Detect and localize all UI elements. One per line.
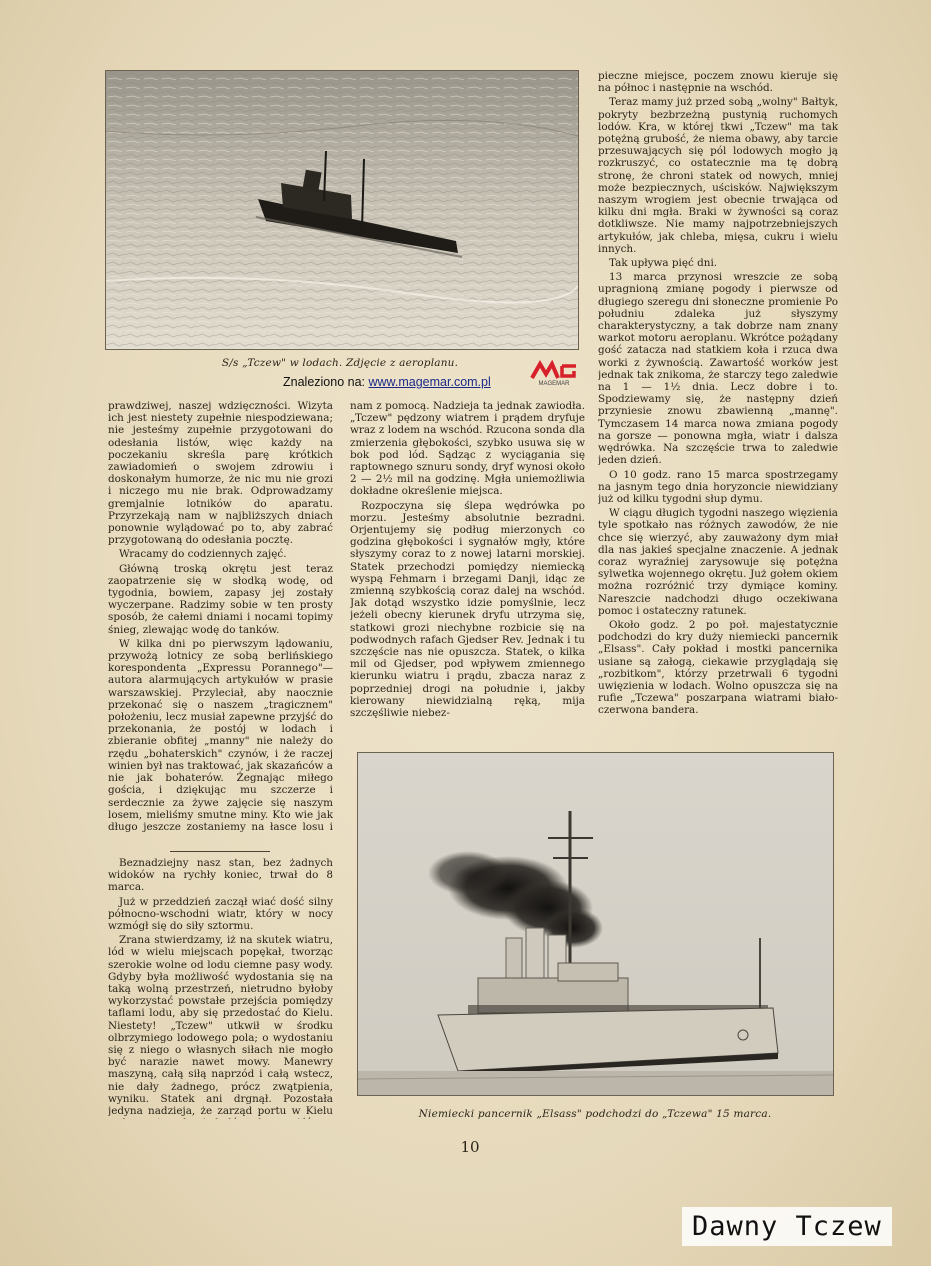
photo2-caption: Niemiecki pancernik „Elsass" podchodzi do „Tczewa" 15 marca. [418, 1108, 772, 1120]
column-3 [598, 70, 838, 724]
paragraph: W ciągu długich tygodni naszego więzienia tyle spotkało nas różnych zawodów, że nie chce się wierzyć, aby zauważony dym miał dla nas jakieś specjalne znaczenie. A jednak coraz wyraźniej zarysowuje się potężna sylwetka wojennego okrętu. Już gołem okiem można rozróżnić trzy dymiące kominy. Nareszcie nadchodzi długo oczekiwana pomoc i ostateczny ratunek. [598, 507, 838, 617]
section-divider [170, 851, 270, 852]
paragraph: Rozpoczyna się ślepa wędrówka po morzu. Jesteśmy absolutnie bezradni. Orjentujemy się podług mierzonych co godzina głębokości i sygnałów mgły, które słyszymy coraz to z nowej latarni morskiej. Statek przechodzi pomiędzy niemiecką wyspą Fehmarn i brzegami Danji, idąc ze zmienną szybkością coraz dalej na wschód. Jak dotąd wszystko idzie pomyślnie, lecz jeżeli obecny kierunek dryfu utrzyma się, statkowi grozi niechybne rozbicie się na podwodnych rafach Gjedser Rev. Jednak i tu szczęście nas nie opuszcza. Statek, o kilka mil od Gjedser, pod wpływem zmiennego kierunku wiatru i prądu, zbacza naraz z poprzedniej drogi na południe i, jakby kierowany niewidzialną ręką, mija szczęśliwie niebez- [350, 499, 585, 720]
paragraph: 13 marca przynosi wreszcie ze sobą upragnioną zmianę pogody i pierwsze od długiego szeregu dni słoneczne promienie Po południu zdaleka już słyszymy charakterystyczny, a tak dobrze nam znany warkot motoru aeroplanu. Wkrótce pożądany gość zatacza nad statkiem koła i rzuca dwa worki z żywnością. Zawartość worków jest jednak tak znikoma, że starczy tego zaledwie na 1 — 1½ dnia. Lecz dobre i to. Spodziewamy się, że następny dzień przyniesie znowu zbawienną „mannę". Tymczasem 14 marca nowa zmiana pogody na gorsze — ponowna mgła, wiatr i dalsza wędrówka. Na szczęście trwa to zaledwie jeden dzień. [598, 271, 838, 467]
battleship-elsass-photo [357, 752, 834, 1096]
paragraph: Teraz mamy już przed sobą „wolny" Bałtyk, pokryty bezbrzeżną pustynią ruchomych lodów. Kra, w której tkwi „Tczew" ma tak potężną grubość, że niema obawy, aby tarcie przesuwających się pól lodowych mogło ją rozkruszyć, co ostatecznie ma tę dobrą stronę, że chroni statek od nowych, mniej może bezpiecznych, uścisków. Największym naszym wrogiem jest obecnie trwająca od kilku dni mgła. Braki w żywności są coraz dotkliwsze. Nie mamy najpotrzebniejszych artykułów, jak chleba, mięsa, cukru i wielu innych. [598, 96, 838, 255]
paragraph: nam z pomocą. Nadzieja ta jednak zawiodła. „Tczew" pędzony wiatrem i prądem dryfuje wraz z lodem na wschód. Rzucona sonda dla zmierzenia głębokości, szybko usuwa się w bok pod lód. Sądząc z wyciągania się raptownego sznuru sondy, dryf wynosi około 2 — 2½ mil na godzinę. Mgła uniemożliwia dokładne określenie miejsca. [350, 400, 585, 498]
paragraph: Zrana stwierdzamy, iż na skutek wiatru, lód w wielu miejscach popękał, tworząc szerokie wolne od lodu ciemne pasy wody. Gdyby była możliwość wydostania się na taką wolną przestrzeń, nietrudno byłoby wykorzystać powstałe przejścia pomiędzy taflami lodu, aby się przedostać do Kielu. Niestety! „Tczew" utkwił w środku olbrzymiego lodowego pola; o wydostaniu się z niego o własnych siłach nie mogło być narazie nawet mowy. Manewry maszyną, całą siłą naprzód i całą wstecz, nie dały żadnego, prócz zwątpienia, wyniku. Statek ani drgnął. Pozostała jedyna nadzieja, że zarząd portu w Kielu [108, 934, 333, 1118]
column-2 [350, 400, 585, 722]
page-number: 10 [460, 1138, 480, 1156]
photo1-caption: S/s „Tczew" w lodach. Zdjęcie z aeroplanu. [221, 357, 459, 369]
magemar-logo [528, 360, 580, 386]
magemar-logo-icon [528, 360, 580, 386]
paragraph: Główną troską okrętu jest teraz zaopatrzenie się w słodką wodę, od tygodnia, bowiem, zapasy jej zostały wyczerpane. Radzimy sobie w ten prosty sposób, że całemi dniami i nocami topimy śnieg, zlewając wodę do tanków. [108, 562, 333, 636]
ship-in-ice-photo [105, 70, 579, 350]
paragraph: Tak upływa pięć dni. [609, 257, 718, 270]
paragraph: prawdziwej, naszej wdzięczności. Wizyta ich jest niestety zupełnie niespodziewana; nie jesteśmy zupełnie przygotowani do odesłania listów, więc każdy na poczekaniu skreśla parę krótkich zawiadomień o swojem zdrowiu i doskonałym humorze, że nic mu nie grozi i niczego mu nie brak. Odprowadzamy gremjalnie lotników do aparatu. Przyrzekają nam w najbliższych dniach ponownie wylądować po to, aby zabrać przygotowaną do odesłania pocztę. [108, 400, 333, 547]
paragraph: Wracamy do codziennych zajęć. [119, 548, 287, 561]
archive-stamp: Dawny Tczew [682, 1207, 892, 1246]
column-1-bottom [108, 857, 333, 1119]
paragraph: Około godz. 2 po poł. majestatycznie podchodzi do kry duży niemiecki pancernik „Elsass". Cały pokład i mostki pancernika usiane są załogą, ciekawie przyglądają się „rozbitkom", którzy przetrwali 6 tygodni uwięzienia w lodach. Wolno opuszcza się na rufie „Tczewa" poszarpana wiatrami biało-czerwona bandera. [598, 618, 838, 717]
svg-text:MAGEMAR: MAGEMAR [538, 381, 570, 386]
watermark-prefix: Znaleziono na: [283, 375, 366, 389]
column-1-top [108, 400, 333, 832]
paragraph: pieczne miejsce, poczem znowu kieruje się na północ i następnie na wschód. [598, 70, 838, 95]
paragraph: Beznadziejny nasz stan, bez żadnych widoków na rychły koniec, trwał do 8 marca. [108, 857, 333, 894]
paragraph: O 10 godz. rano 15 marca spostrzegamy na jasnym tego dnia horyzoncie niewidziany już od kilku tygodni słup dymu. [598, 468, 838, 505]
watermark-link[interactable]: www.magemar.com.pl [368, 375, 491, 389]
paragraph: W kilka dni po pierwszym lądowaniu, przywożą lotnicy ze sobą berlińskiego korespondenta „Expressu Porannego"—autora alarmujących artykułów w prasie warszawskiej. Przyleciał, aby naocznie przekonać się o naszem „tragicznem" położeniu, lecz musiał zapewne przyjść do przekonania, że postój w lodach i zbieranie obfitej „manny" nie należy do rzędu „bohaterskich" czynów, i że raczej winien był nas traktować, jak skazańców a nie jak bohaterów. Żegnając miłego gościa, i dziękując mu szczerze i serdecznie za żywe zajęcie się naszym losem, mieliśmy smutne miny. Kto wie jak długo jeszcze zostaniemy na łasce losu i [108, 637, 333, 832]
paragraph: Już w przeddzień zaczął wiać dość silny północno-wschodni wiatr, który w nocy wzmógł się do siły sztormu. [108, 895, 333, 933]
source-watermark [283, 375, 491, 389]
